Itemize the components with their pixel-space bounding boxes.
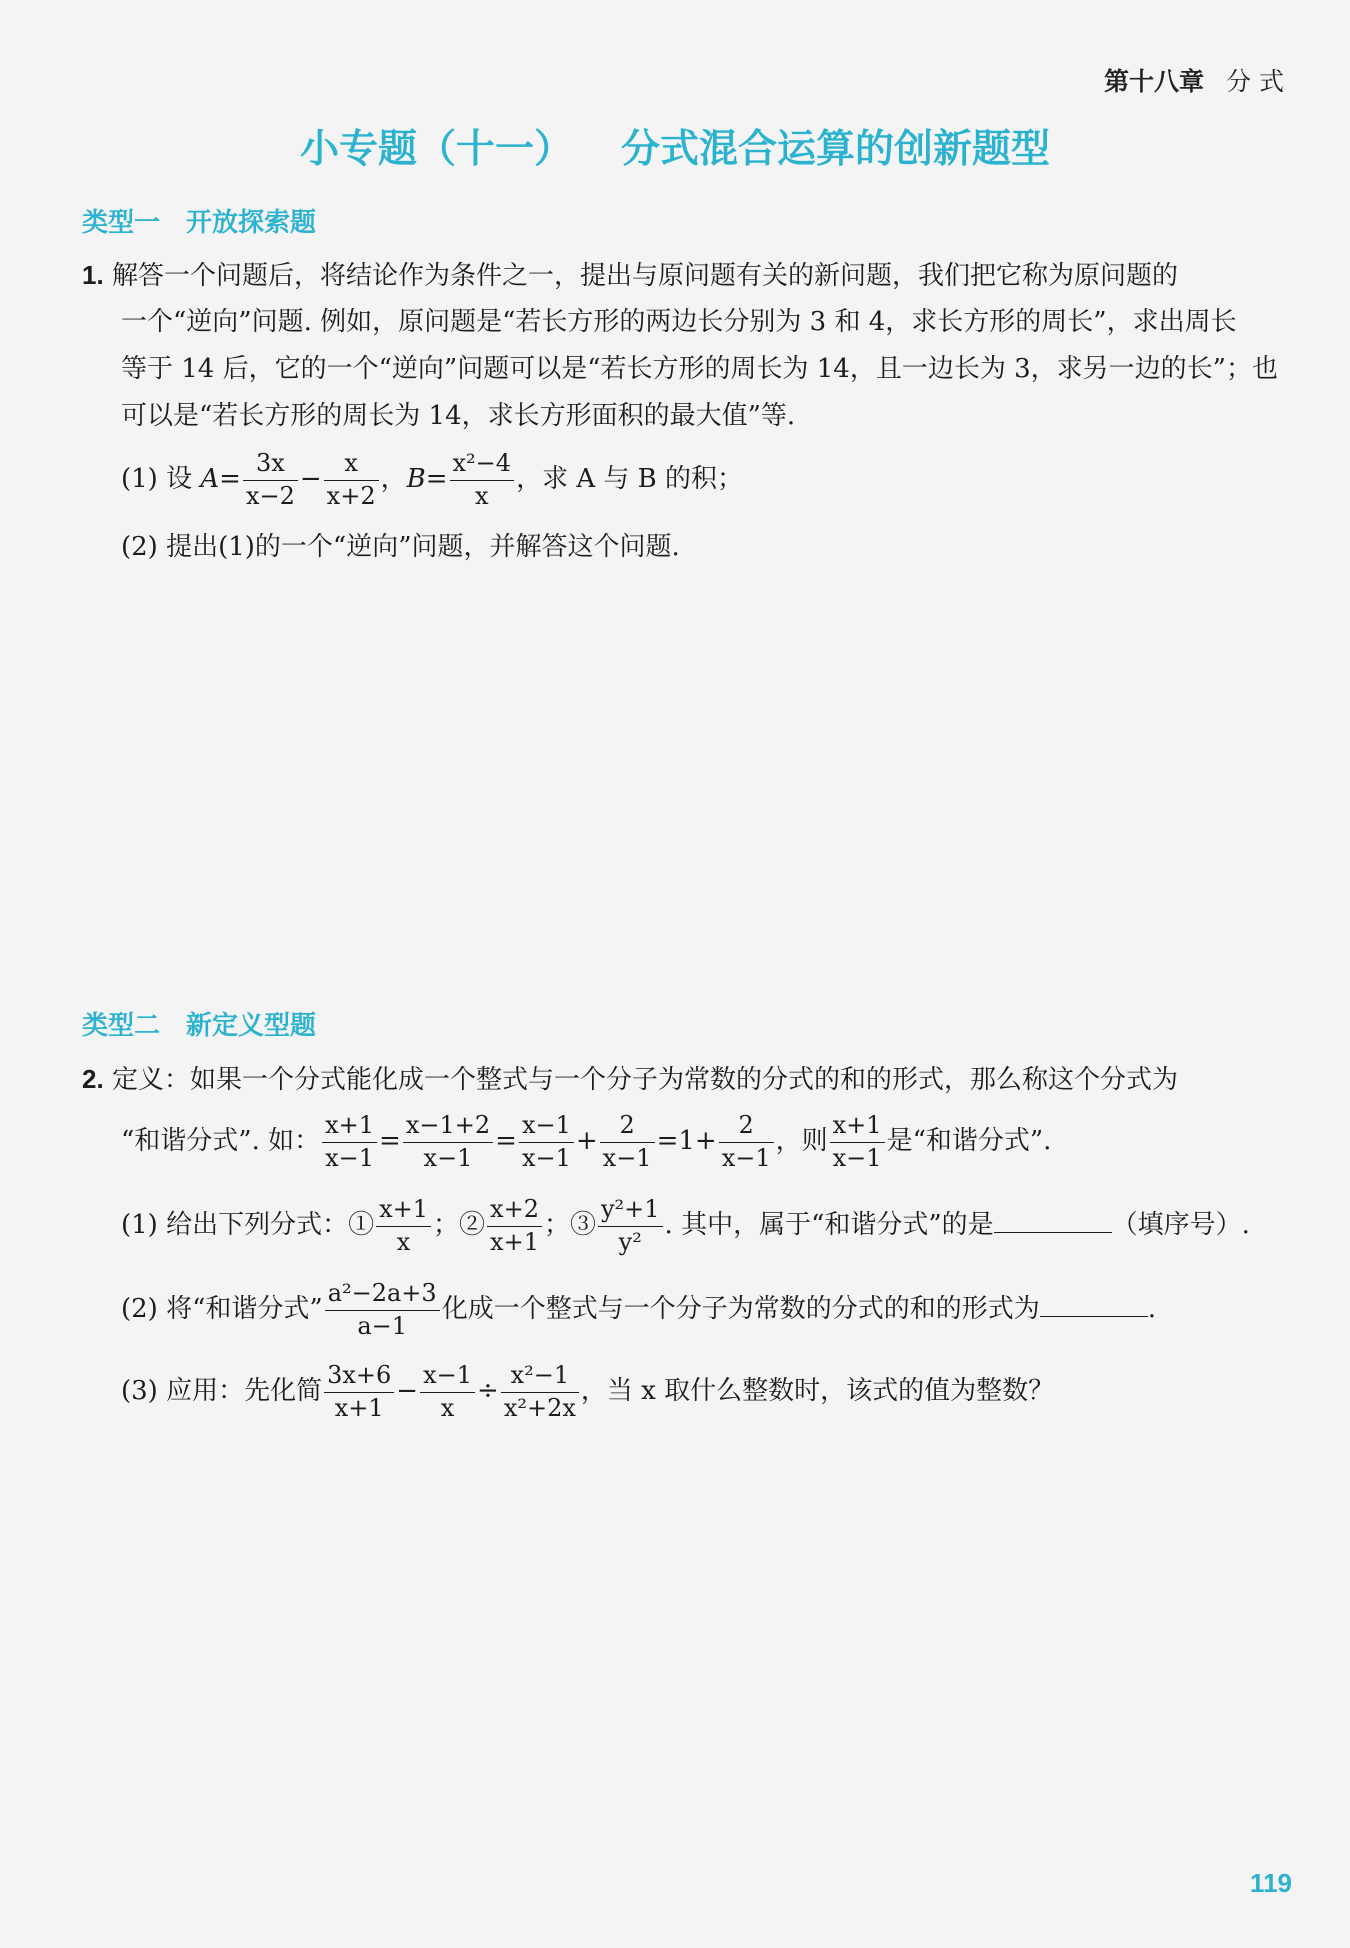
part-suffix: ，当 x 取什么整数时，该式的值为整数？ — [580, 1376, 1055, 1407]
fraction — [501, 1362, 579, 1422]
answer-blank[interactable] — [1040, 1294, 1148, 1317]
line-suffix: 是“和谐分式”. — [886, 1126, 1052, 1157]
fraction — [324, 450, 379, 510]
divide-sign: ÷ — [477, 1376, 499, 1407]
fraction — [376, 1196, 431, 1256]
denominator: x−1 — [832, 1143, 882, 1172]
question-2-line-1 — [82, 1066, 1178, 1093]
fraction — [324, 1362, 394, 1422]
equals-sign: = — [425, 464, 448, 495]
denominator: x+2 — [326, 481, 376, 510]
numerator: x²−1 — [501, 1362, 579, 1393]
denominator: x²+2x — [503, 1393, 576, 1422]
numerator: x+1 — [322, 1112, 377, 1143]
fraction — [719, 1112, 774, 1172]
title-part2: 分式混合运算的创新题型 — [621, 127, 1051, 172]
part-prefix: (3) 应用：先化简 — [121, 1376, 323, 1407]
part-suffix: . 其中，属于“和谐分式”的是 — [664, 1210, 994, 1241]
title-part1: 小专题（十一） — [299, 127, 573, 172]
equals-sign: = — [219, 464, 241, 495]
line-prefix: “和谐分式”. 如： — [121, 1126, 321, 1157]
comma: ， — [380, 464, 407, 495]
question-1-line-3: 等于 14 后，它的一个“逆向”问题可以是“若长方形的周长为 14，且一边长为 3，求另一边的长”；也 — [121, 354, 1278, 384]
denominator: x−2 — [245, 481, 295, 510]
question-1-part-1 — [121, 450, 743, 510]
numerator: x−1+2 — [403, 1112, 493, 1143]
part-tail: . — [1147, 1294, 1156, 1325]
question-2-line-2: “和谐分式”. 如： $\frac{x+1}{x-1}$ = $\frac{x-1+2}{x-1}$ = $\frac{x-1}{x-1}$ + $\frac{2}{x-1}$ =1+ $\frac{2}{x-1}$ ，则 $\frac{x+1}{x-1}$ 是“和谐分式”. — [121, 1111, 1052, 1172]
part-prefix: (2) 将“和谐分式” — [121, 1294, 323, 1325]
section-label: 类型一 — [82, 208, 161, 238]
fraction — [322, 1112, 377, 1172]
denominator: x — [396, 1227, 411, 1256]
numerator: x+1 — [376, 1196, 431, 1227]
numerator: y²+1 — [598, 1196, 663, 1227]
numerator: x²−4 — [450, 450, 515, 481]
question-2-part-2 — [121, 1280, 1156, 1340]
numerator: x+2 — [487, 1196, 542, 1227]
numerator: 3x — [243, 450, 298, 481]
question-1-line-2: 一个“逆向”问题. 例如，原问题是“若长方形的两边长分别为 3 和 4，求长方形的周长”，求出周长 — [121, 307, 1237, 337]
section-name: 开放探索题 — [186, 208, 317, 238]
fraction — [420, 1362, 475, 1422]
numerator: a²−2a+3 — [325, 1280, 440, 1311]
section-label: 类型二 — [82, 1011, 161, 1041]
chapter-name: 分 式 — [1226, 67, 1284, 96]
fraction — [325, 1280, 440, 1340]
section-heading-1 — [82, 202, 316, 239]
part-suffix: 化成一个整式与一个分子为常数的分式的和的形式为 — [441, 1294, 1040, 1325]
denominator: x+1 — [334, 1393, 384, 1422]
question-text: 解答一个问题后，将结论作为条件之一，提出与原问题有关的新问题，我们把它称为原问题的 — [111, 261, 1178, 291]
option-mark: ；② — [433, 1210, 486, 1241]
answer-blank[interactable] — [994, 1210, 1112, 1233]
question-text: 定义：如果一个分式能化成一个整式与一个分子为常数的分式的和的形式，那么称这个分式为 — [111, 1065, 1178, 1095]
denominator: x — [475, 481, 489, 510]
page-title — [0, 118, 1350, 174]
fraction — [598, 1196, 663, 1256]
numerator: x+1 — [830, 1112, 885, 1143]
question-number: 1. — [82, 260, 104, 290]
denominator: x−1 — [521, 1143, 571, 1172]
denominator: a−1 — [357, 1311, 408, 1340]
fraction — [600, 1112, 655, 1172]
denominator: x−1 — [602, 1143, 652, 1172]
page-number: 119 — [1250, 1868, 1292, 1898]
fraction — [830, 1112, 885, 1172]
numerator: 3x+6 — [324, 1362, 394, 1393]
denominator: x+1 — [490, 1227, 539, 1256]
question-number: 2. — [82, 1064, 104, 1094]
question-1-part-2: (2) 提出(1)的一个“逆向”问题，并解答这个问题. — [121, 532, 680, 562]
option-mark: ；③ — [543, 1210, 596, 1241]
part-prefix: (1) 设 — [121, 464, 193, 495]
section-heading-2 — [82, 1005, 316, 1042]
minus-sign: − — [299, 464, 322, 495]
denominator: x — [440, 1393, 455, 1422]
part-tail: （填序号）. — [1111, 1210, 1250, 1241]
question-1-line-1 — [82, 262, 1178, 289]
denominator: x−1 — [423, 1143, 473, 1172]
fraction — [243, 450, 298, 510]
question-2-part-3 — [121, 1362, 1054, 1422]
denominator: y² — [618, 1227, 642, 1256]
fraction — [487, 1196, 542, 1256]
denominator: x−1 — [721, 1143, 771, 1172]
numerator: x−1 — [420, 1362, 475, 1393]
fraction — [519, 1112, 574, 1172]
question-1-line-4: 可以是“若长方形的周长为 14，求长方形面积的最大值”等. — [121, 401, 796, 431]
chapter-number: 第十八章 — [1104, 67, 1205, 96]
numerator: 2 — [719, 1112, 774, 1143]
fraction — [403, 1112, 493, 1172]
fraction — [450, 450, 515, 510]
var-b: B — [406, 464, 426, 495]
numerator: 2 — [600, 1112, 655, 1143]
numerator: x−1 — [519, 1112, 574, 1143]
denominator: x−1 — [325, 1143, 375, 1172]
section-name: 新定义型题 — [186, 1011, 317, 1041]
part-suffix: ，求 A 与 B 的积； — [516, 464, 744, 495]
question-2-part-1 — [121, 1196, 1250, 1256]
chapter-header — [1104, 62, 1284, 98]
var-a: A — [200, 464, 220, 495]
part-prefix: (1) 给出下列分式：① — [121, 1210, 375, 1241]
minus-sign: − — [396, 1376, 419, 1407]
numerator: x — [324, 450, 379, 481]
one-plus: =1+ — [656, 1126, 717, 1157]
then-word: ，则 — [775, 1126, 828, 1157]
